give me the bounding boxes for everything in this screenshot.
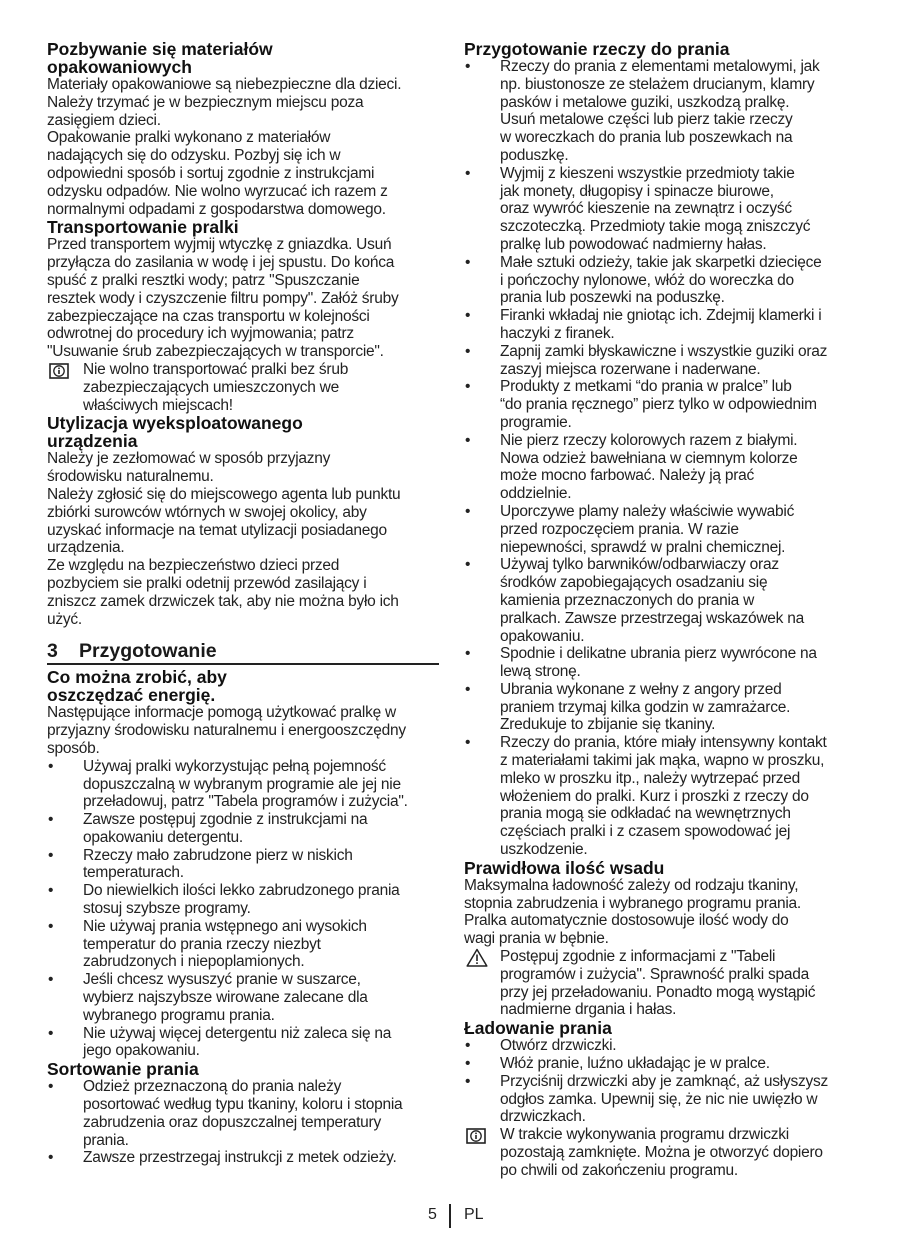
list-item-line: prania mogą sie odkładać na wewnętrznych <box>500 805 791 823</box>
footer-divider <box>449 1204 451 1228</box>
text-line: po chwili od zakończeniu programu. <box>500 1161 738 1179</box>
list-item <box>464 1073 860 1126</box>
list-item-line: Zredukuje to zbijanie się tkaniny. <box>500 716 716 734</box>
list-item <box>464 645 860 681</box>
paragraph-load-amount <box>464 877 860 948</box>
list-item-line: “do prania ręcznego” pierz tylko w odpowiednim <box>500 396 817 414</box>
list-item-line: zabrudzenia oraz dopuszczalnej temperatury <box>83 1113 381 1131</box>
list-item <box>47 1149 443 1167</box>
list-item <box>47 847 443 883</box>
heading-sorting: Sortowanie prania <box>47 1059 199 1080</box>
heading-loading: Ładowanie prania <box>464 1018 612 1039</box>
list-item-line: odgłos zamka. Upewnij się, że nic nie uwięzło w <box>500 1090 818 1108</box>
heading-load-amount: Prawidłowa ilość wsadu <box>464 857 665 878</box>
transport-note <box>47 361 443 414</box>
list-item-line: Wyjmij z kieszeni wszystkie przedmioty takie <box>500 164 795 182</box>
list-item-line: programie. <box>500 413 572 431</box>
text-line: Należy zgłosić się do miejscowego agenta lub punktu <box>47 485 401 503</box>
text-line: zabezpieczających umieszczonych we <box>83 378 339 396</box>
bullet-icon: • <box>465 1072 471 1090</box>
list-item-line: kamienia przeznaczonych do prania w <box>500 591 755 609</box>
list-item-line: włożeniem do pralki. Kurz i proszki z rzeczy do <box>500 787 809 805</box>
list-item <box>464 432 860 503</box>
list-item <box>464 681 860 734</box>
text-line: Maksymalna ładowność zależy od rodzaju tkaniny, <box>464 876 799 894</box>
text-line: nadających się do odzysku. Pozbyj się ich w <box>47 147 341 165</box>
list-item-line: lewą stronę. <box>500 663 581 681</box>
list-item-line: oddzielnie. <box>500 485 572 503</box>
text-line: W trakcie wykonywania programu drzwiczki <box>500 1126 789 1144</box>
list-item-line: drzwiczkach. <box>500 1108 586 1126</box>
text-line: normalnymi odpadami z gospodarstwa domowego. <box>47 200 386 218</box>
list-item-line: prania lub poszewki na poduszkę. <box>500 289 725 307</box>
list-item <box>464 343 860 379</box>
list-item-line: Jeśli chcesz wysuszyć pranie w suszarce, <box>83 971 361 989</box>
list-item-line: i pończochy nylonowe, włóż do woreczka do <box>500 271 794 289</box>
list-item-line: zaszyj miejsca rozerwane i naderwane. <box>500 360 761 378</box>
list-item-line: temperatur do prania rzeczy niezbyt <box>83 935 321 953</box>
text-line: uzyskać informacje na temat utylizacji posiadanego <box>47 521 387 539</box>
text-line: Następujące informacje pomogą użytkować pralkę w <box>47 704 396 722</box>
bullet-icon: • <box>48 757 54 775</box>
text-line: przyłącza do zasilania w wodę i jej spustu. Do końca <box>47 254 395 272</box>
text-line: urządzenia. <box>47 539 125 557</box>
paragraph-transport <box>47 236 443 361</box>
heading-energy: Co można zrobić, aby oszczędzać energię. <box>47 667 227 706</box>
list-item-line: dopuszczalną w wybranym programie ale jej nie <box>83 775 401 793</box>
bullet-icon: • <box>48 1024 54 1042</box>
text-line: odpowiedni sposób i sortuj zgodnie z instrukcjami <box>47 164 375 182</box>
heading-transport: Transportowanie pralki <box>47 217 239 238</box>
list-item-line: przeładowuj, patrz "Tabela programów i zużycia". <box>83 793 408 811</box>
text-line: Postępuj zgodnie z informacjami z "Tabeli <box>500 948 776 966</box>
list-item-line: Używaj tylko barwników/odbarwiaczy oraz <box>500 556 779 574</box>
list-item <box>464 503 860 556</box>
paragraph-packaging <box>47 76 443 218</box>
list-item <box>464 165 860 254</box>
text-line: Przed transportem wyjmij wtyczkę z gniazdka. Usuń <box>47 236 392 254</box>
list-item-line: z materiałami takimi jak mąka, wapno w proszku, <box>500 752 825 770</box>
bullet-icon: • <box>465 164 471 182</box>
text-line: programów i zużycia". Sprawność pralki spada <box>500 965 809 983</box>
text-line: resztek wody i czyszczenie filtru pompy". Załóż śruby <box>47 289 399 307</box>
text-line: zabezpieczające na czas transportu w kolejności <box>47 307 370 325</box>
list-item-line: częściach pralki i z czasem spowodować jej <box>500 823 791 841</box>
text-line: Należy je zezłomować w sposób przyjazny <box>47 450 331 468</box>
list-item-line: Zawsze przestrzegaj instrukcji z metek odzieży. <box>83 1149 397 1167</box>
list-item-line: Nowa odzież bawełniana w ciemnym kolorze <box>500 449 798 467</box>
list-item-line: Usuń metalowe części lub pierz takie rzeczy <box>500 111 793 129</box>
list-item-line: Do niewielkich ilości lekko zabrudzonego prania <box>83 882 400 900</box>
bullet-icon: • <box>465 431 471 449</box>
list-item-line: np. biustonosze ze stelażem drucianym, klamry <box>500 75 815 93</box>
heading-disposal: Utylizacja wyeksploatowanego urządzenia <box>47 413 303 452</box>
list-item-line: Produkty z metkami “do prania w pralce” lub <box>500 378 792 396</box>
bullet-icon: • <box>465 307 471 325</box>
text-line: zniszcz zamek drzwiczek tak, aby nie można było ich <box>47 592 399 610</box>
list-item <box>464 556 860 645</box>
heading-preparing: Przygotowanie rzeczy do prania <box>464 39 730 59</box>
list-item <box>464 1055 860 1073</box>
text-line: właściwych miejscach! <box>83 396 233 414</box>
list-item-line: haczyki z firanek. <box>500 324 615 342</box>
text-line: Należy trzymać je w bezpiecznym miejscu poza <box>47 93 364 111</box>
list-item-line: jego opakowaniu. <box>83 1042 200 1060</box>
text-line: odzysku odpadów. Nie wolno wyrzucać ich razem z <box>47 182 388 200</box>
list-item <box>464 378 860 431</box>
list-item-line: temperaturach. <box>83 864 184 882</box>
bullet-icon: • <box>465 253 471 271</box>
list-item-line: szczoteczką. Przedmioty takie mogą zniszczyć <box>500 218 811 236</box>
list-item-line: Firanki wkładaj nie gniotąc ich. Zdejmij klamerki i <box>500 307 822 325</box>
list-item-line: przed rozpoczęciem prania. W razie <box>500 520 739 538</box>
list-item-line: Uporczywe plamy należy właściwie wywabić <box>500 502 795 520</box>
paragraph-energy <box>47 704 443 757</box>
text-line: odwrotnej do procedury ich wyjmowania; patrz <box>47 325 354 343</box>
list-item-line: Rzeczy mało zabrudzone pierz w niskich <box>83 846 353 864</box>
text-line: nadmierne drgania i hałas. <box>500 1001 677 1019</box>
bullet-icon: • <box>48 971 54 989</box>
bullet-icon: • <box>465 342 471 360</box>
text-line: Nie wolno transportować pralki bez śrub <box>83 360 349 378</box>
list-item-line: praniem trzymaj kilka godzin w zamrażarce. <box>500 698 791 716</box>
sorting-list <box>47 1078 443 1167</box>
bullet-icon: • <box>465 734 471 752</box>
text-line: przyjazny środowisku naturalnemu i energooszczędny <box>47 722 406 740</box>
language-code: PL <box>464 1206 484 1223</box>
list-item <box>464 734 860 859</box>
page-number: 5 <box>428 1206 437 1223</box>
list-item <box>47 1025 443 1061</box>
loading-note <box>464 1126 860 1179</box>
list-item <box>47 918 443 971</box>
list-item-line: wybranego programu prania. <box>83 1006 275 1024</box>
list-item <box>47 758 443 811</box>
list-item-line: posortować według typu tkaniny, koloru i stopnia <box>83 1096 403 1114</box>
list-item-line: może mocno farbować. Należy ją prać <box>500 467 755 485</box>
load-warning <box>464 948 860 1019</box>
list-item-line: zabrudzonych i niepoplamionych. <box>83 953 305 971</box>
list-item <box>464 254 860 307</box>
text-line: przy jej przeładowaniu. Ponadto mogą wystąpić <box>500 983 816 1001</box>
list-item-line: Przyciśnij drzwiczki aby je zamknąć, aż usłyszysz <box>500 1072 828 1090</box>
bullet-icon: • <box>48 917 54 935</box>
list-item-line: stosuj szybsze programy. <box>83 900 251 918</box>
bullet-icon: • <box>465 58 471 75</box>
list-item <box>464 1037 860 1055</box>
list-item-line: pralkę lub powodować nadmierny hałas. <box>500 235 767 253</box>
list-item-line: prania. <box>83 1131 129 1149</box>
list-item-line: Rzeczy do prania, które miały intensywny kontakt <box>500 734 827 752</box>
list-item-line: pralkach. Zawsze przestrzegaj wskazówek na <box>500 609 804 627</box>
list-item-line: poduszkę. <box>500 146 569 164</box>
bullet-icon: • <box>48 1149 54 1167</box>
text-line: Ze względu na bezpieczeństwo dzieci przed <box>47 557 340 575</box>
text-line: Pralka automatycznie dostosowuje ilość wody do <box>464 912 789 930</box>
list-item-line: pasków i metalowe guziki, uszkodzą pralkę. <box>500 93 790 111</box>
list-item-line: jak monety, długopisy i spinacze biurowe, <box>500 182 774 200</box>
list-item <box>464 58 860 165</box>
list-item-line: Rzeczy do prania z elementami metalowymi, jak <box>500 58 820 75</box>
text-line: spuść z pralki resztki wody; patrz "Spuszczanie <box>47 271 360 289</box>
list-item <box>47 811 443 847</box>
text-line: zasięgiem dzieci. <box>47 111 161 129</box>
heading-packaging: Pozbywanie się materiałów opakowaniowych <box>47 39 273 77</box>
bullet-icon: • <box>465 1037 471 1055</box>
page-footer <box>0 1204 904 1228</box>
text-line: pozostają zamknięte. Można je otworzyć dopiero <box>500 1144 823 1162</box>
list-item <box>464 307 860 343</box>
list-item-line: opakowaniu detergentu. <box>83 828 243 846</box>
list-item-line: Nie używaj prania wstępnego ani wysokich <box>83 917 367 935</box>
bullet-icon: • <box>48 882 54 900</box>
text-line: sposób. <box>47 739 100 757</box>
text-line: zbiórki surowców wtórnych w swojej okolicy, aby <box>47 503 367 521</box>
text-line: wagi prania w bębnie. <box>464 930 609 948</box>
list-item-line: niepewności, sprawdź w pralni chemicznej. <box>500 538 786 556</box>
list-item-line: uszkodzenie. <box>500 841 588 859</box>
list-item <box>47 1078 443 1149</box>
energy-list <box>47 758 443 1061</box>
info-icon <box>49 363 69 384</box>
bullet-icon: • <box>465 645 471 663</box>
text-line: stopnia zabrudzenia i wybranego programu prania. <box>464 894 801 912</box>
list-item-line: opakowaniu. <box>500 627 585 645</box>
text-line: "Usuwanie śrub zabezpieczających w transporcie". <box>47 343 384 361</box>
list-item-line: w woreczkach do prania lub poszewkach na <box>500 129 793 147</box>
list-item-line: Włóż pranie, luźno układając je w pralce. <box>500 1055 770 1073</box>
warning-icon <box>466 948 488 972</box>
list-item-line: Małe sztuki odzieży, takie jak skarpetki dziecięce <box>500 253 822 271</box>
list-item-line: Spodnie i delikatne ubrania pierz wywrócone na <box>500 645 817 663</box>
text-line: użyć. <box>47 610 82 628</box>
list-item-line: Zawsze postępuj zgodnie z instrukcjami na <box>83 811 368 829</box>
bullet-icon: • <box>465 556 471 574</box>
list-item-line: Zapnij zamki błyskawiczne i wszystkie guziki oraz <box>500 342 828 360</box>
bullet-icon: • <box>465 680 471 698</box>
preparing-list <box>464 58 860 859</box>
bullet-icon: • <box>48 846 54 864</box>
paragraph-disposal <box>47 450 443 628</box>
list-item <box>47 882 443 918</box>
left-column <box>47 40 443 1167</box>
bullet-icon: • <box>465 1055 471 1073</box>
text-line: środowisku naturalnemu. <box>47 468 214 486</box>
list-item-line: Nie pierz rzeczy kolorowych razem z białymi. <box>500 431 798 449</box>
text-line: Opakowanie pralki wykonano z materiałów <box>47 129 331 147</box>
list-item-line: Ubrania wykonane z wełny z angory przed <box>500 680 782 698</box>
list-item-line: oraz wywróć kieszenie na zewnątrz i oczyść <box>500 200 792 218</box>
list-item-line: wybierz najszybsze wirowane zalecane dla <box>83 989 368 1007</box>
list-item-line: Używaj pralki wykorzystując pełną pojemność <box>83 757 386 775</box>
list-item-line: Nie używaj więcej detergentu niż zaleca się na <box>83 1024 392 1042</box>
list-item-line: środków zapobiegających osadzaniu się <box>500 574 768 592</box>
text-line: pozbyciem sie pralki odetnij przewód zasilający i <box>47 574 367 592</box>
bullet-icon: • <box>465 502 471 520</box>
list-item-line: mleko w proszku itp., należy wytrzepać przed <box>500 769 800 787</box>
list-item-line: Otwórz drzwiczki. <box>500 1037 617 1055</box>
loading-list <box>464 1037 860 1126</box>
bullet-icon: • <box>465 378 471 396</box>
chapter-heading: 3 Przygotowanie <box>47 640 439 665</box>
text-line: Materiały opakowaniowe są niebezpieczne dla dzieci. <box>47 76 402 93</box>
info-icon <box>466 1128 486 1149</box>
list-item <box>47 971 443 1024</box>
bullet-icon: • <box>48 811 54 829</box>
list-item-line: Odzież przeznaczoną do prania należy <box>83 1078 342 1096</box>
right-column <box>464 40 860 1180</box>
bullet-icon: • <box>48 1078 54 1096</box>
